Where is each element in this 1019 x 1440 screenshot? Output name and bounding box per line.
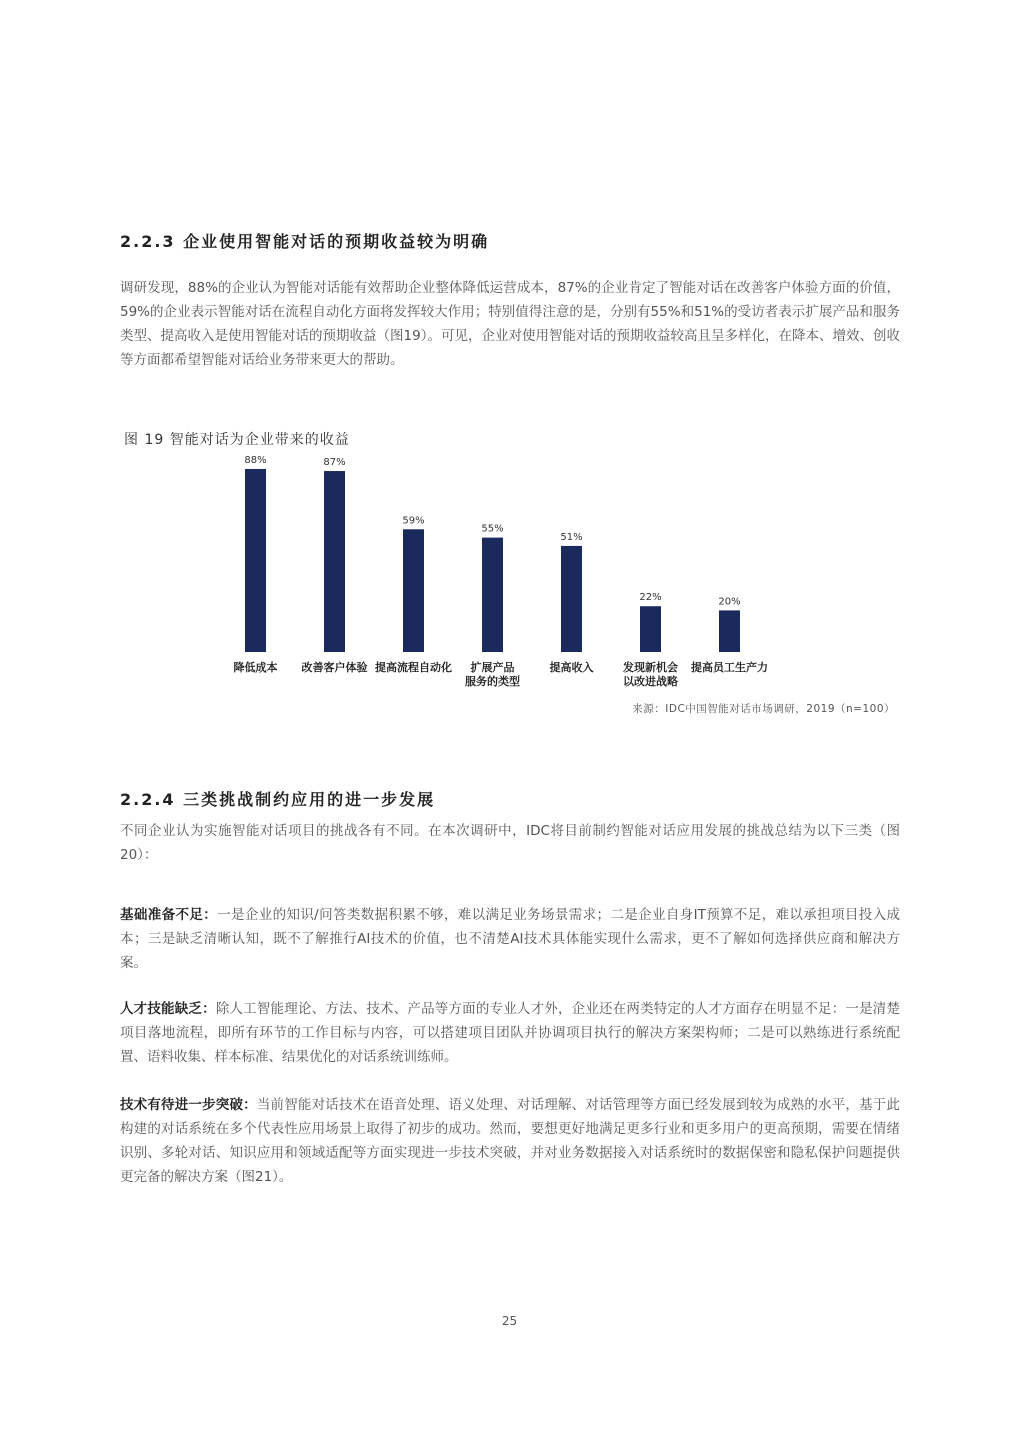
- challenge-text: 除人工智能理论、方法、技术、产品等方面的专业人才外，企业还在两类特定的人才方面存在明显不足：一是清楚项目落地流程，即所有环节的工作目标与内容，可以搭建项目团队并协调项目执行的解决方案架构师；二是可以熟练进行系统配置、语料收集、样本标准、结果优化的对话系统训练师。: [120, 1001, 900, 1065]
- bar-value-label: 88%: [244, 454, 267, 466]
- category-label: 降低成本: [233, 661, 278, 674]
- bar: [561, 546, 582, 652]
- bar: [640, 606, 661, 652]
- challenge-text: 当前智能对话技术在语音处理、语义处理、对话理解、对话管理等方面已经发展到较为成熟的水平，基于此构建的对话系统在多个代表性应用场景上取得了初步的成功。然而，要想更好地满足更多行业和更多用户的更高预期，需要在情绪识别、多轮对话、知识应用和领域适配等方面实现进一步技术突破，并对业务数据接入对话系统时的数据保密和隐私保护问题提供更完备的解决方案（图21）。: [120, 1097, 900, 1185]
- bar-value-label: 59%: [402, 515, 425, 527]
- bar-value-label: 22%: [639, 592, 662, 604]
- bar: [719, 610, 740, 652]
- chart-source-note: 来源：IDC中国智能对话市场调研，2019（n=100）: [632, 703, 895, 715]
- challenge-text: 一是企业的知识/问答类数据积累不够，难以满足业务场景需求；二是企业自身IT预算不足，难以承担项目投入成本；三是缺乏清晰认知，既不了解推行AI技术的价值，也不清楚AI技术具体能实现什么需求，更不了解如何选择供应商和解决方案。: [120, 907, 900, 971]
- challenge-item: [120, 903, 900, 975]
- bar-value-label: 87%: [323, 457, 346, 469]
- category-label: 扩展产品: [470, 661, 515, 674]
- category-label: 以改进战略: [623, 675, 678, 688]
- bar-value-label: 55%: [481, 523, 504, 535]
- category-label: 提高流程自动化: [375, 661, 452, 674]
- page-number: 25: [501, 1314, 518, 1328]
- challenge-title: 人才技能缺乏：: [120, 1001, 216, 1017]
- challenge-title: 基础准备不足：: [120, 907, 218, 923]
- section-223-heading: 2.2.3 企业使用智能对话的预期收益较为明确: [120, 232, 490, 251]
- section-224-intro: 不同企业认为实施智能对话项目的挑战各有不同。在本次调研中，IDC将目前制约智能对话应用发展的挑战总结为以下三类（图20）：: [120, 823, 900, 863]
- category-label: 提高收入: [549, 661, 594, 674]
- section-223-paragraph: 调研发现，88%的企业认为智能对话能有效帮助企业整体降低运营成本，87%的企业肯定了智能对话在改善客户体验方面的价值，59%的企业表示智能对话在流程自动化方面将发挥较大作用；特别值得注意的是，分别有55%和51%的受访者表示扩展产品和服务类型、提高收入是使用智能对话的预期收益（图19）。可见，企业对使用智能对话的预期收益较高且呈多样化，在降本、增效、创收等方面都希望智能对话给业务带来更大的帮助。: [120, 280, 900, 368]
- bar: [245, 469, 266, 652]
- challenge-item: [120, 1093, 900, 1189]
- category-label: 服务的类型: [465, 675, 520, 688]
- bar: [324, 471, 345, 652]
- bar-value-label: 20%: [718, 596, 741, 608]
- bar: [482, 538, 503, 652]
- section-224-heading: 2.2.4 三类挑战制约应用的进一步发展: [120, 790, 436, 809]
- figure-19-caption: 图 19 智能对话为企业带来的收益: [124, 432, 350, 448]
- category-label: 改善客户体验: [301, 661, 368, 674]
- bar-value-label: 51%: [560, 531, 583, 543]
- category-label: 提高员工生产力: [691, 661, 768, 674]
- challenge-title: 技术有待进一步突破：: [120, 1097, 257, 1113]
- bar: [403, 529, 424, 652]
- challenge-item: [120, 997, 900, 1069]
- category-label: 发现新机会: [623, 661, 678, 674]
